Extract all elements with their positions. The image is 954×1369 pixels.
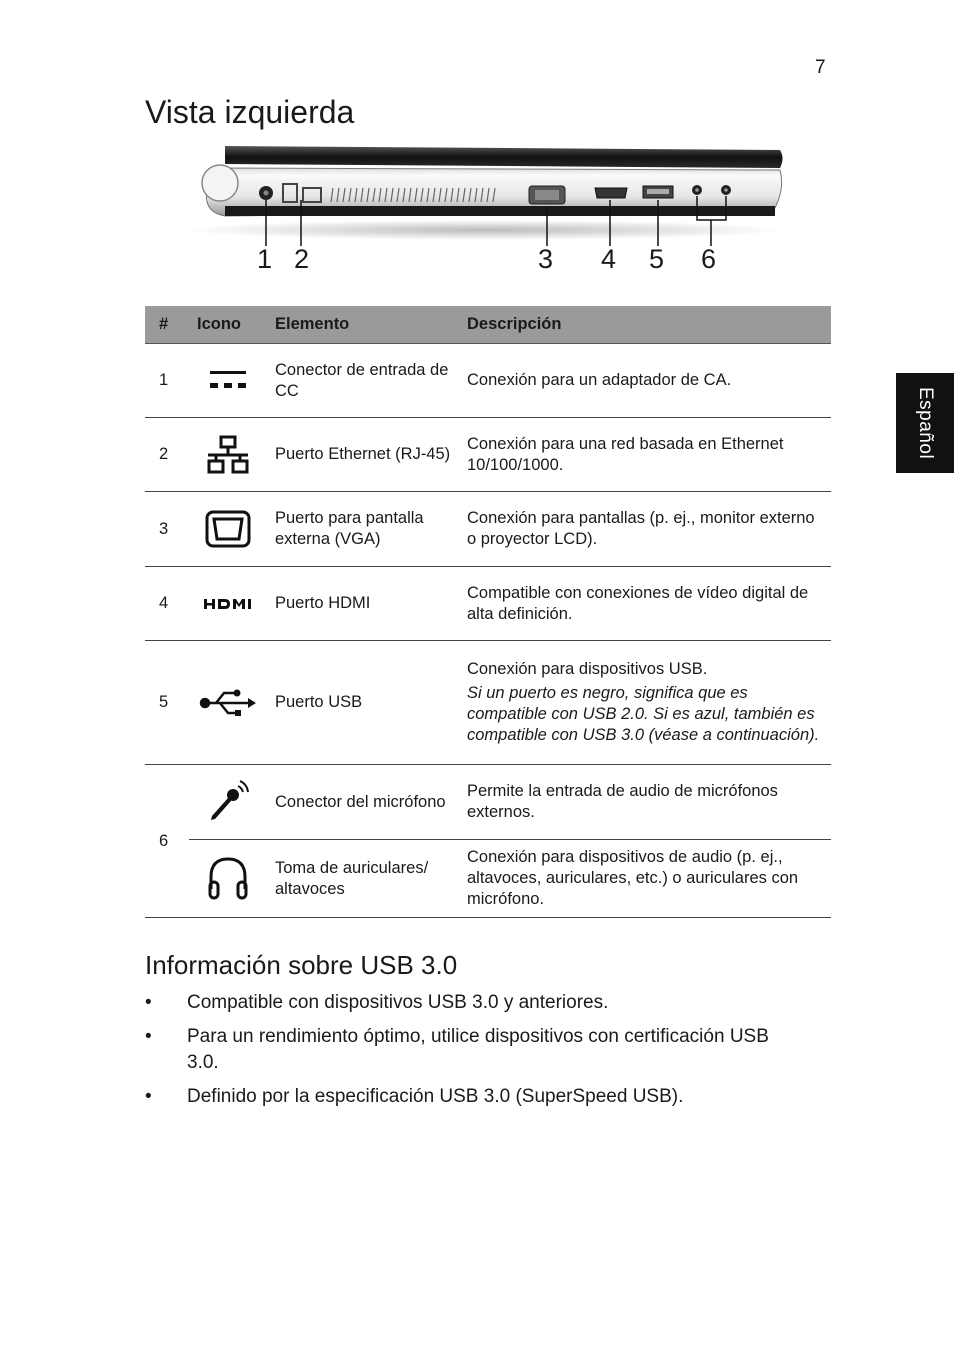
dc-in-icon: [208, 368, 248, 394]
table-row: [145, 344, 831, 418]
list-item: [145, 1024, 805, 1076]
header-icon: Icono: [189, 306, 267, 344]
list-item: [145, 990, 805, 1016]
header-description: Descripción: [459, 306, 831, 344]
row-description: Conexión para dispositivos de audio (p. ej., altavoces, auriculares, etc.) o auriculares con micrófono.: [459, 840, 831, 918]
row-number: 6: [145, 765, 189, 918]
table-row: [145, 567, 831, 641]
table-row: [145, 418, 831, 492]
row-description: Permite la entrada de audio de micrófonos externos.: [459, 765, 831, 840]
row-note: Si un puerto es negro, significa que es compatible con USB 2.0. Si es azul, también es compatible con USB 3.0 (véase a continuación).: [467, 684, 820, 744]
row-description: Conexión para dispositivos USB.: [467, 660, 708, 678]
usb-icon: [198, 687, 258, 719]
callout-5: 5: [649, 244, 665, 274]
callout-1: 1: [257, 244, 273, 274]
row-element: Toma de auriculares/ altavoces: [267, 840, 459, 918]
page-title: Vista izquierda: [145, 94, 355, 130]
row-element: Puerto Ethernet (RJ-45): [267, 418, 459, 492]
row-number: 5: [145, 641, 189, 765]
table-row: [145, 492, 831, 567]
table-row: [145, 641, 831, 765]
row-description: Conexión para una red basada en Ethernet 10/100/1000.: [459, 418, 831, 492]
usb-section-title: Información sobre USB 3.0: [145, 950, 458, 980]
callout-2: 2: [294, 244, 310, 274]
list-item-text: Para un rendimiento óptimo, utilice dispositivos con certificación USB 3.0.: [187, 1026, 769, 1073]
row-number: 4: [145, 567, 189, 641]
table-header-row: [145, 306, 831, 344]
usb-info-list: [145, 990, 805, 1118]
row-description: Compatible con conexiones de vídeo digital de alta definición.: [459, 567, 831, 641]
row-element: Conector del micrófono: [267, 765, 459, 840]
page-number: 7: [815, 57, 826, 78]
row-element: Puerto USB: [267, 641, 459, 765]
row-element: Puerto para pantalla externa (VGA): [267, 492, 459, 567]
vga-icon: [205, 510, 251, 548]
header-element: Elemento: [267, 306, 459, 344]
row-number: 3: [145, 492, 189, 567]
row-element: Conector de entrada de CC: [267, 344, 459, 418]
header-number: #: [145, 306, 189, 344]
table-row: [145, 765, 831, 840]
table-row: [145, 840, 831, 918]
list-item-text: Compatible con dispositivos USB 3.0 y anteriores.: [187, 992, 609, 1013]
callout-6: 6: [701, 244, 717, 274]
callout-3: 3: [538, 244, 554, 274]
bullet: •: [145, 992, 152, 1013]
ethernet-icon: [205, 435, 251, 475]
row-description: Conexión para un adaptador de CA.: [459, 344, 831, 418]
callout-4: 4: [601, 244, 617, 274]
bullet: •: [145, 1026, 152, 1047]
bullet: •: [145, 1086, 152, 1107]
row-description: Conexión para pantallas (p. ej., monitor externo o proyector LCD).: [459, 492, 831, 567]
row-number: 1: [145, 344, 189, 418]
headphones-icon: [205, 855, 251, 903]
language-tab-label: Español: [915, 386, 936, 460]
list-item: [145, 1084, 805, 1110]
list-item-text: Definido por la especificación USB 3.0 (SuperSpeed USB).: [187, 1086, 684, 1107]
row-element: Puerto HDMI: [267, 567, 459, 641]
microphone-icon: [205, 779, 251, 825]
hdmi-icon: [203, 597, 253, 611]
language-tab: [896, 373, 954, 473]
row-number: 2: [145, 418, 189, 492]
ports-table: [145, 306, 831, 918]
